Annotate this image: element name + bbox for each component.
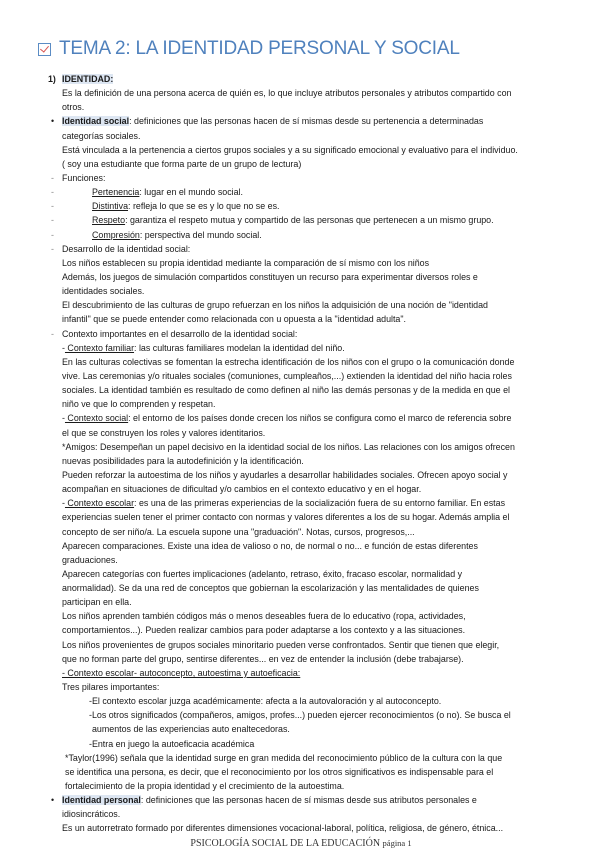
text-line bbox=[0, 751, 602, 765]
text-segment: Tres pilares importantes: bbox=[62, 682, 160, 693]
text-line bbox=[0, 793, 602, 807]
line-text bbox=[62, 496, 505, 510]
bullet-icon: • bbox=[51, 795, 55, 806]
text-line bbox=[0, 510, 602, 524]
highlighted-term: Identidad social bbox=[62, 116, 130, 127]
underlined-term: Compresión bbox=[92, 229, 140, 240]
line-text bbox=[62, 609, 466, 623]
text-line bbox=[0, 185, 602, 199]
text-segment: : es una de las primeras experiencias de la socialización fuera de su entorno familiar. En estas bbox=[134, 498, 506, 509]
line-text bbox=[62, 100, 84, 114]
text-segment: -El contexto escolar juzga académicamente: afecta a la autovaloración y al autoconcepto. bbox=[89, 696, 442, 707]
text-segment: sociales. La identidad también es resultado de como definen al niño las demás personas y de la medida en que el bbox=[62, 385, 510, 396]
line-text bbox=[62, 171, 105, 185]
highlighted-term: IDENTIDAD: bbox=[62, 74, 114, 84]
text-segment: *Amigos: Desempeñan un papel decisivo en la identidad social de los niños. Las relaciones con los amigos ofrecen bbox=[62, 441, 515, 452]
underlined-term: Contexto familiar bbox=[64, 342, 135, 353]
text-line bbox=[0, 129, 602, 143]
line-text bbox=[92, 213, 494, 227]
text-segment: Funciones: bbox=[62, 172, 106, 183]
line-text bbox=[92, 228, 262, 242]
underlined-term: Distintiva bbox=[92, 201, 129, 212]
dash-marker: - bbox=[51, 215, 54, 226]
text-line bbox=[0, 411, 602, 425]
text-line bbox=[0, 100, 602, 114]
text-line bbox=[0, 595, 602, 609]
line-text bbox=[62, 284, 144, 298]
text-line bbox=[0, 694, 602, 708]
text-line bbox=[0, 807, 602, 821]
text-segment: Pueden reforzar la autoestima de los niños y ayudarles a desarrollar habilidades sociales. Ofrecen apoyo social y bbox=[62, 469, 508, 480]
text-line bbox=[0, 199, 602, 213]
text-segment: el que se construyen los roles y valores identitarios. bbox=[62, 427, 266, 438]
title-text: TEMA 2: LA IDENTIDAD PERSONAL Y SOCIAL bbox=[59, 38, 460, 59]
text-line bbox=[0, 86, 602, 100]
text-line bbox=[0, 525, 602, 539]
footer-title: PSICOLOGÍA SOCIAL DE LA EDUCACIÓN bbox=[190, 838, 381, 848]
line-text bbox=[62, 157, 301, 171]
text-segment: Contexto importantes en el desarrollo de la identidad social: bbox=[62, 328, 298, 339]
line-text bbox=[92, 722, 290, 736]
text-line bbox=[0, 567, 602, 581]
line-text bbox=[62, 567, 462, 581]
text-segment: En las culturas colectivas se fomentan la estrecha identificación de los niños con el grupo o la comunicación donde bbox=[62, 356, 515, 367]
text-line bbox=[0, 609, 602, 623]
line-text bbox=[62, 468, 507, 482]
text-segment: : las culturas familiares modelan la identidad del niño. bbox=[134, 342, 345, 353]
text-segment: comportamientos...). Pueden realizar cambios para poder adaptarse a los contexto y a las situaciones. bbox=[62, 625, 466, 636]
text-segment: Está vinculada a la pertenencia a ciertos grupos sociales y a su significado emocional y evaluativo para el individuo. bbox=[62, 144, 518, 155]
text-line bbox=[0, 327, 602, 341]
text-line bbox=[0, 779, 602, 793]
line-text bbox=[62, 114, 483, 128]
text-segment: Aparecen comparaciones. Existe una idea de valioso o no, de normal o no... e función de estas diferentes bbox=[62, 540, 478, 551]
line-text bbox=[89, 737, 254, 751]
page-footer bbox=[0, 838, 602, 848]
line-text bbox=[89, 708, 511, 722]
checkbox-icon bbox=[38, 43, 51, 56]
line-text bbox=[62, 411, 511, 425]
text-line bbox=[0, 270, 602, 284]
text-line bbox=[0, 468, 602, 482]
text-segment: Es la definición de una persona acerca de quién es, lo que incluye atributos personales y atributos compartido con bbox=[62, 88, 512, 99]
text-line bbox=[0, 638, 602, 652]
text-line bbox=[0, 72, 602, 86]
text-line bbox=[0, 765, 602, 779]
line-text bbox=[62, 793, 477, 807]
line-text bbox=[89, 694, 441, 708]
text-line bbox=[0, 157, 602, 171]
text-line bbox=[0, 114, 602, 128]
line-text bbox=[62, 383, 510, 397]
line-text bbox=[62, 666, 300, 680]
list-number: 1) bbox=[48, 74, 56, 84]
text-line bbox=[0, 355, 602, 369]
text-segment: concepto de ser niño/a. La escuela supone una "graduación". Notas, cursos, progresos,... bbox=[62, 526, 415, 537]
line-text bbox=[62, 242, 190, 256]
text-segment: graduaciones. bbox=[62, 554, 118, 565]
line-text bbox=[62, 623, 465, 637]
text-line bbox=[0, 553, 602, 567]
text-line bbox=[0, 737, 602, 751]
text-segment: identidades sociales. bbox=[62, 286, 145, 297]
text-segment: que no forman parte del grupo, sentirse diferentes... en vez de entender la inclusión (debe trabajarse). bbox=[62, 653, 464, 664]
text-segment: anormalidad). Se da una red de conceptos que gobiernan la escolarización y las mentalidades de quienes bbox=[62, 583, 479, 594]
text-line bbox=[0, 722, 602, 736]
text-line bbox=[0, 397, 602, 411]
text-line bbox=[0, 383, 602, 397]
text-line bbox=[0, 213, 602, 227]
text-line bbox=[0, 298, 602, 312]
text-line bbox=[0, 708, 602, 722]
text-line bbox=[0, 680, 602, 694]
text-line bbox=[0, 440, 602, 454]
underlined-term: Pertenencia bbox=[92, 187, 140, 198]
text-line bbox=[0, 821, 602, 835]
line-text bbox=[65, 765, 493, 779]
line-text bbox=[62, 143, 518, 157]
text-segment: Los niños provenientes de grupos sociales minoritario pueden verse confrontados. Sentir que tienen que elegir, bbox=[62, 639, 500, 650]
text-line bbox=[0, 242, 602, 256]
text-segment: Los niños establecen su propia identidad mediante la comparación de sí mismo con los niños bbox=[62, 257, 430, 268]
text-segment: : definiciones que las personas hacen de sí mismas desde sus atributos personales e bbox=[140, 795, 477, 806]
text-segment: : garantiza el respeto mutua y compartido de las personas que pertenecen a un mismo grupo. bbox=[125, 215, 494, 226]
text-line bbox=[0, 496, 602, 510]
text-line bbox=[0, 454, 602, 468]
text-segment: *Taylor(1996) señala que la identidad surge en gran medida del reconocimiento público de la cultura con la que bbox=[65, 752, 503, 763]
line-text bbox=[62, 595, 132, 609]
line-text bbox=[62, 652, 464, 666]
dash-marker: - bbox=[51, 229, 54, 240]
line-text bbox=[62, 638, 499, 652]
dash-marker: - bbox=[51, 243, 54, 254]
page-title bbox=[38, 38, 460, 60]
dash-marker: - bbox=[51, 328, 54, 339]
line-text bbox=[62, 426, 265, 440]
text-segment: nuevas posibilidades para la autodefinición y la identificación. bbox=[62, 455, 304, 466]
line-text bbox=[62, 482, 421, 496]
text-segment: se identifica una persona, es decir, que el reconocimiento por los otros significativos es indispensable para el bbox=[65, 766, 494, 777]
dash-marker: - bbox=[51, 187, 54, 198]
line-text bbox=[92, 199, 279, 213]
text-segment: vive. Las ceremonias y/o rituales sociales (comuniones, cumpleaños,...) extienden la identidad del niño hacia roles bbox=[62, 370, 512, 381]
highlighted-term: Identidad personal bbox=[62, 795, 141, 806]
line-text bbox=[62, 327, 297, 341]
line-text bbox=[62, 129, 140, 143]
page-number: página 1 bbox=[382, 838, 412, 848]
text-segment: acompañan en situaciones de dificultad y/o cambios en el contexto educativo y en el hogar. bbox=[62, 484, 422, 495]
underlined-term: Respeto bbox=[92, 215, 126, 226]
text-segment: fortalecimiento de la propia identidad y el crecimiento de la autoestima. bbox=[65, 781, 345, 792]
text-line bbox=[0, 341, 602, 355]
line-text bbox=[62, 539, 478, 553]
text-segment: experiencias suelen tener el primer contacto con normas y valores diferentes a los de su hogar. Además amplia el bbox=[62, 512, 510, 523]
underlined-term: - Contexto escolar- autoconcepto, autoestima y autoeficacia: bbox=[62, 667, 301, 678]
line-text bbox=[92, 185, 243, 199]
line-text bbox=[62, 680, 159, 694]
text-segment: infantil" que se puede entender como relacionada con u opuesta a la "identidad adulta". bbox=[62, 314, 406, 325]
text-line bbox=[0, 623, 602, 637]
text-segment: ( soy una estudiante que forma parte de un grupo de lectura) bbox=[62, 158, 302, 169]
text-line bbox=[0, 312, 602, 326]
text-segment: : lugar en el mundo social. bbox=[139, 187, 243, 198]
text-line bbox=[0, 171, 602, 185]
text-segment: Además, los juegos de simulación compartidos constituyen un recurso para experimentar diversos roles e bbox=[62, 271, 478, 282]
line-text bbox=[62, 525, 415, 539]
dash-marker: - bbox=[51, 201, 54, 212]
text-line bbox=[0, 539, 602, 553]
text-segment: Desarrollo de la identidad social: bbox=[62, 243, 191, 254]
dash-marker: - bbox=[51, 172, 54, 183]
line-text bbox=[62, 270, 478, 284]
text-segment: - bbox=[62, 342, 65, 353]
text-segment: Aparecen categorías con fuertes implicaciones (adelanto, retraso, éxito, fracaso escolar, normalidad y bbox=[62, 568, 463, 579]
text-line bbox=[0, 284, 602, 298]
text-line bbox=[0, 228, 602, 242]
text-line bbox=[0, 143, 602, 157]
text-segment: - bbox=[62, 413, 65, 424]
text-segment: -Entra en juego la autoeficacia académica bbox=[89, 738, 255, 749]
underlined-term: Contexto social bbox=[64, 413, 129, 424]
text-segment: - bbox=[62, 498, 65, 509]
bullet-icon: • bbox=[51, 116, 55, 127]
text-segment: categorías sociales. bbox=[62, 130, 141, 141]
text-line bbox=[0, 256, 602, 270]
text-segment: aumentos de las experiencias auto enaltecedoras. bbox=[92, 724, 290, 735]
text-line bbox=[0, 426, 602, 440]
text-segment: El descubrimiento de las culturas de grupo refuerzan en los niños la adquisición de una noción de "identidad bbox=[62, 300, 488, 311]
line-text bbox=[62, 807, 120, 821]
line-text bbox=[62, 256, 429, 270]
text-line bbox=[0, 482, 602, 496]
line-text bbox=[62, 369, 512, 383]
text-segment: niño ve que lo comprenden y respetan. bbox=[62, 399, 216, 410]
line-text bbox=[62, 397, 215, 411]
document-body bbox=[0, 72, 602, 836]
text-line bbox=[0, 581, 602, 595]
line-text bbox=[62, 312, 406, 326]
text-line bbox=[0, 666, 602, 680]
text-segment: otros. bbox=[62, 102, 85, 113]
text-segment: : perspectiva del mundo social. bbox=[139, 229, 262, 240]
text-segment: idiosincráticos. bbox=[62, 809, 121, 820]
line-text bbox=[62, 440, 515, 454]
line-text bbox=[62, 86, 511, 100]
line-text bbox=[62, 355, 514, 369]
text-segment: : definiciones que las personas hacen de sí mismas desde su pertenencia a determinadas bbox=[129, 116, 484, 127]
text-segment: Es un autorretrato formado por diferentes dimensiones vocacional-laboral, política, religiosa, de género, étnica... bbox=[62, 823, 504, 834]
text-segment: participan en ella. bbox=[62, 597, 132, 608]
line-text bbox=[62, 454, 304, 468]
line-text bbox=[62, 298, 488, 312]
line-text bbox=[62, 553, 118, 567]
line-text bbox=[62, 72, 113, 86]
text-segment: : refleja lo que se es y lo que no se es. bbox=[128, 201, 280, 212]
line-text bbox=[62, 341, 345, 355]
line-text bbox=[65, 779, 344, 793]
line-text bbox=[62, 510, 509, 524]
text-segment: -Los otros significados (compañeros, amigos, profes...) pueden ejercer reconocimientos (o no). Se busca el bbox=[89, 710, 511, 721]
line-text bbox=[62, 581, 479, 595]
text-segment: Los niños aprenden también códigos más o menos deseables fuera de lo educativo (ropa, actividades, bbox=[62, 611, 466, 622]
line-text bbox=[62, 821, 503, 835]
text-line bbox=[0, 369, 602, 383]
line-text bbox=[65, 751, 502, 765]
text-line bbox=[0, 652, 602, 666]
text-segment: : el entorno de los países donde crecen los niños se configura como el marco de referencia sobre bbox=[128, 413, 512, 424]
underlined-term: Contexto escolar bbox=[64, 498, 135, 509]
